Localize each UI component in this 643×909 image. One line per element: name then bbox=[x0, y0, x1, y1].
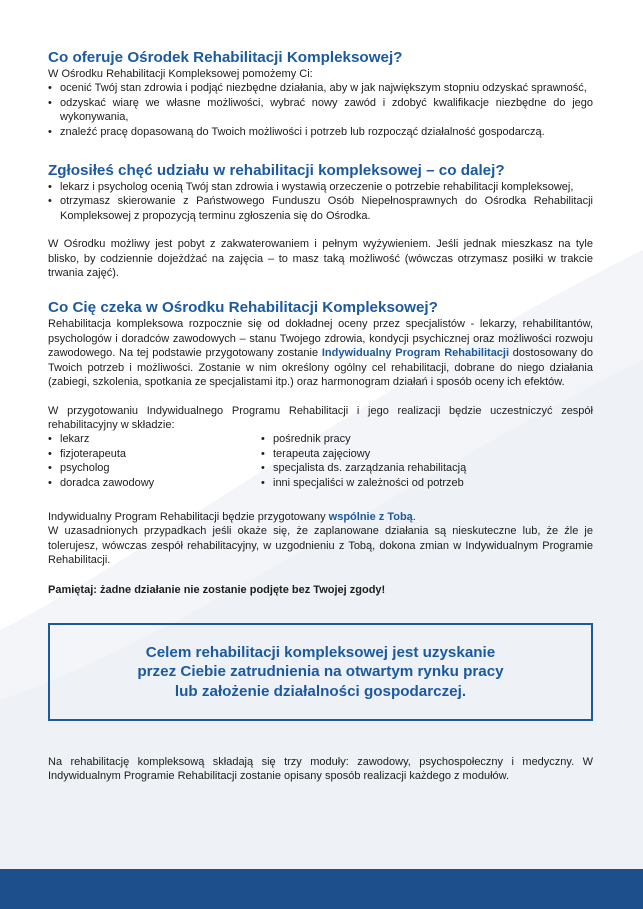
text-run: Rehabilitacja kompleksowa rozpocznie się od dokładnej oceny przez specjalistów - lekarzy, rehabilitantów, psychologów i doradców zawodowych – stanu Twojego zdrowia, kondycji psychicznej oraz możliwości rozwoju zawodowego. Na tej podstawie przygotowany zostanie bbox=[48, 318, 593, 360]
section-title: Co oferuje Ośrodek Rehabilitacji Kompleksowej? bbox=[48, 49, 403, 66]
accommodation-note: W Ośrodku możliwy jest pobyt z zakwaterowaniem i pełnym wyżywieniem. Jeśli jednak mieszkasz na tyle blisko, by codziennie dojeżdżać na zajęcia – to masz taką możliwość (wówczas otrzymasz posiłki w trakcie trwania zajęć). bbox=[48, 238, 593, 280]
team-intro: W przygotowaniu Indywidualnego Programu Rehabilitacji i jego realizacji będzie uczestniczyć zespół rehabilitacyjny w składzie: bbox=[48, 404, 593, 431]
highlight-together: wspólnie z Tobą bbox=[328, 510, 413, 523]
callout-line: Celem rehabilitacji kompleksowej jest uzyskanie bbox=[145, 643, 496, 661]
callout-line: lub założenie działalności gospodarczej. bbox=[174, 682, 467, 700]
list-item: • inni specjaliści w zależności od potrzeb bbox=[261, 476, 561, 490]
together-paragraph bbox=[48, 510, 593, 524]
consent-warning: Pamiętaj: żadne działanie nie zostanie podjęte bez Twojej zgody! bbox=[48, 583, 386, 596]
changes-paragraph: W uzasadnionych przypadkach jeśli okaże się, że zaplanowane działania są nieskuteczne lub, że źle je tolerujesz, wówczas zespół rehabilitacyjny, w uzgodnieniu z Tobą, dokona zmian w Indywidualnym Programie Rehabilitacji. bbox=[48, 525, 593, 567]
callout-text bbox=[137, 643, 503, 702]
footer-band bbox=[0, 869, 643, 909]
bullet-list bbox=[48, 180, 593, 223]
document-page bbox=[48, 48, 593, 784]
list-item: • doradca zawodowy bbox=[48, 476, 261, 490]
list-item: • pośrednik pracy bbox=[261, 432, 561, 446]
list-item: • terapeuta zajęciowy bbox=[261, 447, 561, 461]
highlight-program: Indywidualny Program Rehabilitacji bbox=[321, 347, 510, 360]
list-item: • znaleźć pracę dopasowaną do Twoich możliwości i potrzeb lub rozpocząć działalność gospodarczą. bbox=[48, 125, 593, 139]
list-item: • psycholog bbox=[48, 461, 261, 475]
list-item: • specjalista ds. zarządzania rehabilitacją bbox=[261, 461, 561, 475]
section-offer bbox=[48, 48, 593, 139]
section-next-steps bbox=[48, 161, 593, 280]
text-run: Indywidualny Program Rehabilitacji będzie przygotowany bbox=[48, 510, 329, 523]
callout-line: przez Ciebie zatrudnienia na otwartym rynku pracy bbox=[137, 663, 504, 681]
assessment-paragraph bbox=[48, 317, 593, 389]
list-item: • ocenić Twój stan zdrowia i podjąć niezbędne działania, aby w jak największym stopniu odzyskać sprawność, bbox=[48, 81, 593, 95]
team-column-right bbox=[261, 432, 561, 490]
list-item: • otrzymasz skierowanie z Państwowego Funduszu Osób Niepełnosprawnych do Ośrodka Rehabilitacji Kompleksowej z propozycją terminu zgłoszenia się do Ośrodka. bbox=[48, 194, 593, 223]
goal-callout bbox=[48, 623, 593, 721]
team-list bbox=[48, 432, 593, 490]
list-item: • fizjoterapeuta bbox=[48, 447, 261, 461]
section-intro: W Ośrodku Rehabilitacji Kompleksowej pomożemy Ci: bbox=[48, 68, 313, 80]
modules-paragraph: Na rehabilitację kompleksową składają się trzy moduły: zawodowy, psychospołeczny i medyczny. W Indywidualnym Programie Rehabilitacji zostanie opisany sposób realizacji każdego z modułów. bbox=[48, 755, 593, 783]
list-item: • odzyskać wiarę we własne możliwości, wybrać nowy zawód i zdobyć kwalifikacje niezbędne do jego wykonywania, bbox=[48, 96, 593, 125]
section-what-awaits bbox=[48, 298, 593, 597]
text-run: . bbox=[412, 510, 416, 523]
section-title: Zgłosiłeś chęć udziału w rehabilitacji kompleksowej – co dalej? bbox=[48, 162, 505, 180]
bullet-list bbox=[48, 81, 593, 139]
team-column-left bbox=[48, 432, 261, 490]
list-item: • lekarz i psycholog ocenią Twój stan zdrowia i wystawią orzeczenie o potrzebie rehabilitacji kompleksowej, bbox=[48, 180, 593, 194]
section-title: Co Cię czeka w Ośrodku Rehabilitacji Kompleksowej? bbox=[48, 299, 438, 317]
text-run: dostosowany do Twoich potrzeb i możliwości. Zostanie w nim określony ogólny cel rehabilitacji, dobrane do niego działania (zabiegi, szkolenia, spotkania ze specjalistami itp.) oraz harmonogram działań i sposób oceny ich efektów. bbox=[48, 347, 593, 389]
list-item: • lekarz bbox=[48, 432, 261, 446]
